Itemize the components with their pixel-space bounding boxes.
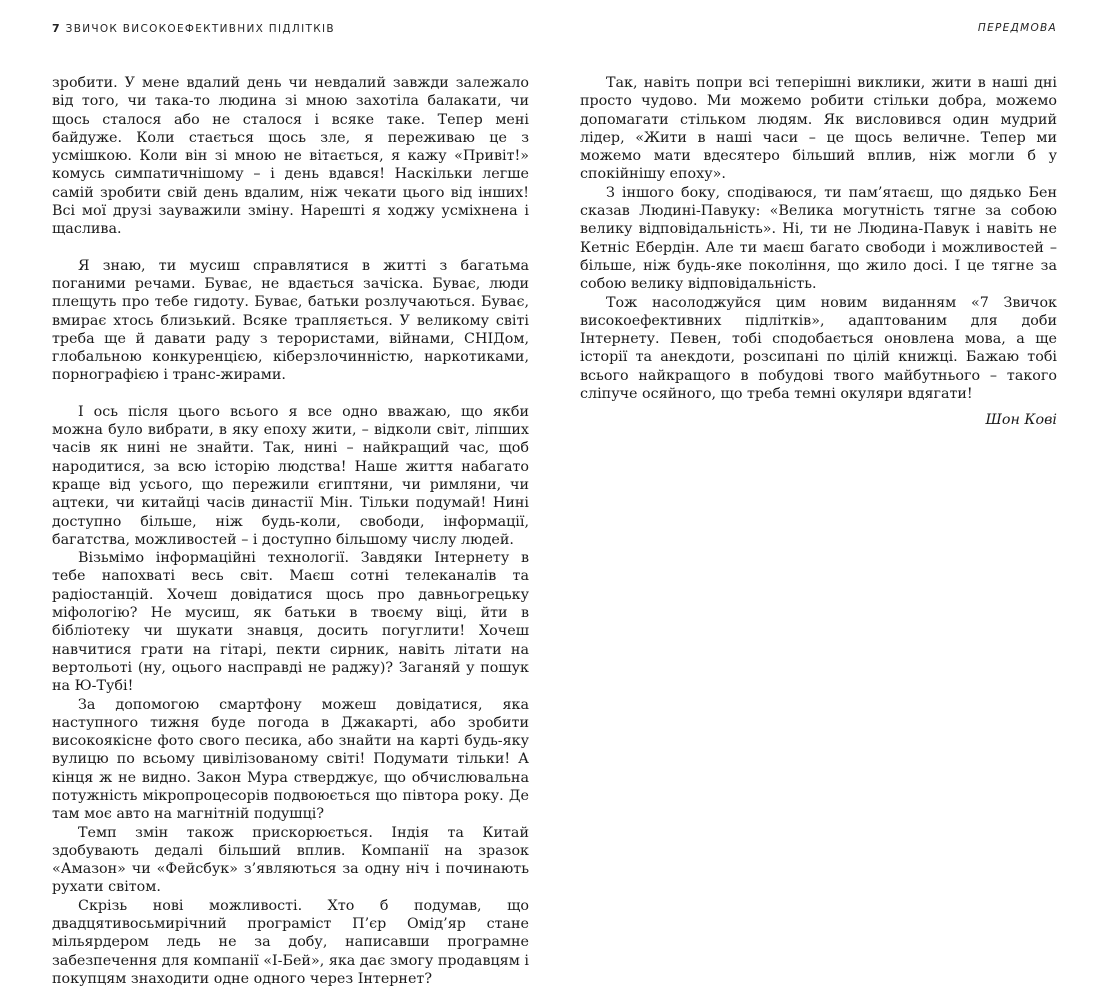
running-head-left [52, 22, 335, 35]
book-title: ЗВИЧОК ВИСОКОЕФЕКТИВНИХ ПІДЛІТКІВ [65, 23, 335, 35]
running-head-right: ПЕРЕДМОВА [977, 22, 1057, 34]
paragraph: Я знаю, ти мусиш справлятися в житті з багатьма поганими речами. Буває, не вдається зачіска. Буває, люди плещуть про тебе гидоту. Буває, батьки розлучаються. Буває, вмирає хтось близький. Всяке трапляється. У великому світі треба ще й давати раду з терористами, війнами, СНІДом, глобальною конкуренцією, кіберзлочинністю, наркотиками, порнографією і транс-жирами. [52, 257, 529, 384]
paragraph: Тож насолоджуйся цим новим виданням «7 Звичок високоефективних підлітків», адаптованим для доби Інтернету. Певен, тобі сподобається оновлена мова, а ще історії та анекдоти, розсипані по цілій книжці. Бажаю тобі всього найкращого в побудові твого майбутнього – такого сліпуче осяйного, що треба темні окуляри вдягати! [580, 294, 1057, 403]
page-number: 7 [52, 22, 60, 35]
paragraph: За допомогою смартфону можеш довідатися, яка наступного тижня буде погода в Джакарті, або зробити високоякісне фото свого песика, або знайти на карті будь-яку вулицю по всьому цивілізованому світі! Подумати тільки! А кінця ж не видно. Закон Мура стверджує, що обчислювальна потужність мікропроцесорів подвоюється що півтора року. Де там моє авто на магнітній подушці? [52, 696, 529, 823]
paragraph: І ось після цього всього я все одно вважаю, що якби можна було вибрати, в яку епоху жити, – відколи світ, ліпших часів як нині не знайти. Так, нині – найкращий час, щоб народитися, за всю історію людства! Наше життя набагато краще від усього, що пережили єгиптяни, чи римляни, чи ацтеки, чи китайці часів династії Мін. Тільки подумай! Нині доступно більше, ніж будь-коли, свободи, інформації, багатства, можливостей – і доступно більшому числу людей. [52, 403, 529, 548]
paragraph: З іншого боку, сподіваюся, ти пам’ятаєш, що дядько Бен сказав Людині-Павуку: «Велика могутність тягне за собою велику відповідальність». Ні, ти не Людина-Павук і навіть не Кетніс Ебердін. Але ти маєш багато свободи і можливостей – більше, ніж будь-яке покоління, що жило досі. І це тягне за собою велику відповідальність. [580, 184, 1057, 293]
paragraph: зробити. У мене вдалий день чи невдалий завжди залежало від того, чи така-то людина зі мною захотіла балакати, чи щось сталося або не сталося і всяке таке. Тепер мені байдуже. Коли стається щось зле, я переживаю це з усмішкою. Коли він зі мною не вітається, я кажу «Привіт!» комусь симпатичнішому – і день вдався! Наскільки легше самій зробити свій день вдалим, ніж чекати цього від інших! Всі мої друзі зауважили зміну. Нарешті я ходжу усміхнена і щаслива. [52, 75, 529, 238]
paragraph: Так, навіть попри всі теперішні виклики, жити в наші дні просто чудово. Ми можемо робити стільки добра, можемо допомагати стільком людям. Як висловився один мудрий лідер, «Жити в наші часи – це щось величне. Тепер ми можемо мати вдесятеро більший вплив, ніж могли б у спокійнішу епоху». [580, 75, 1057, 183]
left-page-text [52, 74, 529, 988]
paragraph: Візьмімо інформаційні технології. Завдяки Інтернету в тебе напохваті весь світ. Маєш сотні телеканалів та радіостанцій. Хочеш довідатися щось про давньогрецьку міфологію? Не мусиш, як батьки в твоєму віці, йти в бібліотеку чи шукати знавця, досить погуглити! Хочеш навчитися грати на гітарі, пекти сирник, навіть літати на вертольоті (ну, оцього насправді не раджу)? Заганяй у пошук на Ю-Тубі! [52, 550, 529, 695]
author-signature: Шон Кові [985, 412, 1057, 429]
right-page-text [580, 74, 1057, 430]
paragraph: Скрізь нові можливості. Хто б подумав, що двадцятивосьмирічний програміст П’єр Омід’яр стане мільярдером ледь не за добу, написавши програмне забезпечення для компанії «І-Бей», яка дає змогу продавцям і покупцям знаходити одне одного через Інтернет? [52, 897, 529, 987]
paragraph: Темп змін також прискорюється. Індія та Китай здобувають дедалі більший вплив. Компанії на зразок «Амазон» чи «Фейсбук» з’являються за одну ніч і починають рухати світом. [52, 824, 529, 896]
